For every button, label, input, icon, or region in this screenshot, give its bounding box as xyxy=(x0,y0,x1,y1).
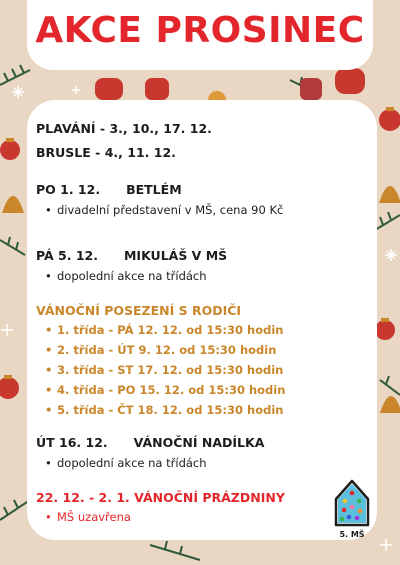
posezeni-item: • 5. třída - ČT 18. 12. od 15:30 hodin xyxy=(45,403,284,417)
page-title: AKCE PROSINEC xyxy=(35,10,365,51)
nadilka-event-heading xyxy=(36,435,264,450)
mikulas-date: PÁ 5. 12. xyxy=(36,248,98,263)
nadilka-detail: • dopolední akce na třídách xyxy=(45,456,207,470)
posezeni-item-text: 4. třída - PO 15. 12. od 15:30 hodin xyxy=(57,383,286,397)
events-panel xyxy=(27,100,377,540)
prazdniny-detail-text: MŠ uzavřena xyxy=(57,510,131,524)
posezeni-item-text: 3. třída - ST 17. 12. od 15:30 hodin xyxy=(57,363,284,377)
betlem-name: BETLÉM xyxy=(126,182,182,197)
posezeni-item-text: 1. třída - PÁ 12. 12. od 15:30 hodin xyxy=(57,323,284,337)
nadilka-name: VÁNOČNÍ NADÍLKA xyxy=(133,435,265,450)
posezeni-item-text: 2. třída - ÚT 9. 12. od 15:30 hodin xyxy=(57,343,277,357)
prazdniny-detail: • MŠ uzavřena xyxy=(45,510,131,524)
betlem-detail: • divadelní představení v MŠ, cena 90 Kč xyxy=(45,203,284,217)
nadilka-detail-text: dopolední akce na třídách xyxy=(57,456,207,470)
swimming-event: PLAVÁNÍ - 3., 10., 17. 12. xyxy=(36,121,212,136)
posezeni-item: • 1. třída - PÁ 12. 12. od 15:30 hodin xyxy=(45,323,284,337)
mikulas-detail-text: dopolední akce na třídách xyxy=(57,269,207,283)
mikulas-event-heading xyxy=(36,248,227,263)
betlem-event-heading xyxy=(36,182,182,197)
posezeni-heading: VÁNOČNÍ POSEZENÍ S RODIČI xyxy=(36,303,242,318)
posezeni-item: • 4. třída - PO 15. 12. od 15:30 hodin xyxy=(45,383,286,397)
kindergarten-house-logo-icon xyxy=(330,477,374,529)
mikulas-detail: • dopolední akce na třídách xyxy=(45,269,207,283)
logo-label: 5. MŠ xyxy=(339,530,365,539)
posezeni-item-text: 5. třída - ČT 18. 12. od 15:30 hodin xyxy=(57,403,284,417)
betlem-date: PO 1. 12. xyxy=(36,182,101,197)
posezeni-item: • 2. třída - ÚT 9. 12. od 15:30 hodin xyxy=(45,343,277,357)
skating-event: BRUSLE - 4., 11. 12. xyxy=(36,145,176,160)
posezeni-item: • 3. třída - ST 17. 12. od 15:30 hodin xyxy=(45,363,284,377)
prazdniny-heading: 22. 12. - 2. 1. VÁNOČNÍ PRÁZDNINY xyxy=(36,490,285,505)
mikulas-name: MIKULÁŠ V MŠ xyxy=(123,248,228,263)
betlem-detail-text: divadelní představení v MŠ, cena 90 Kč xyxy=(57,203,284,217)
nadilka-date: ÚT 16. 12. xyxy=(36,435,108,450)
